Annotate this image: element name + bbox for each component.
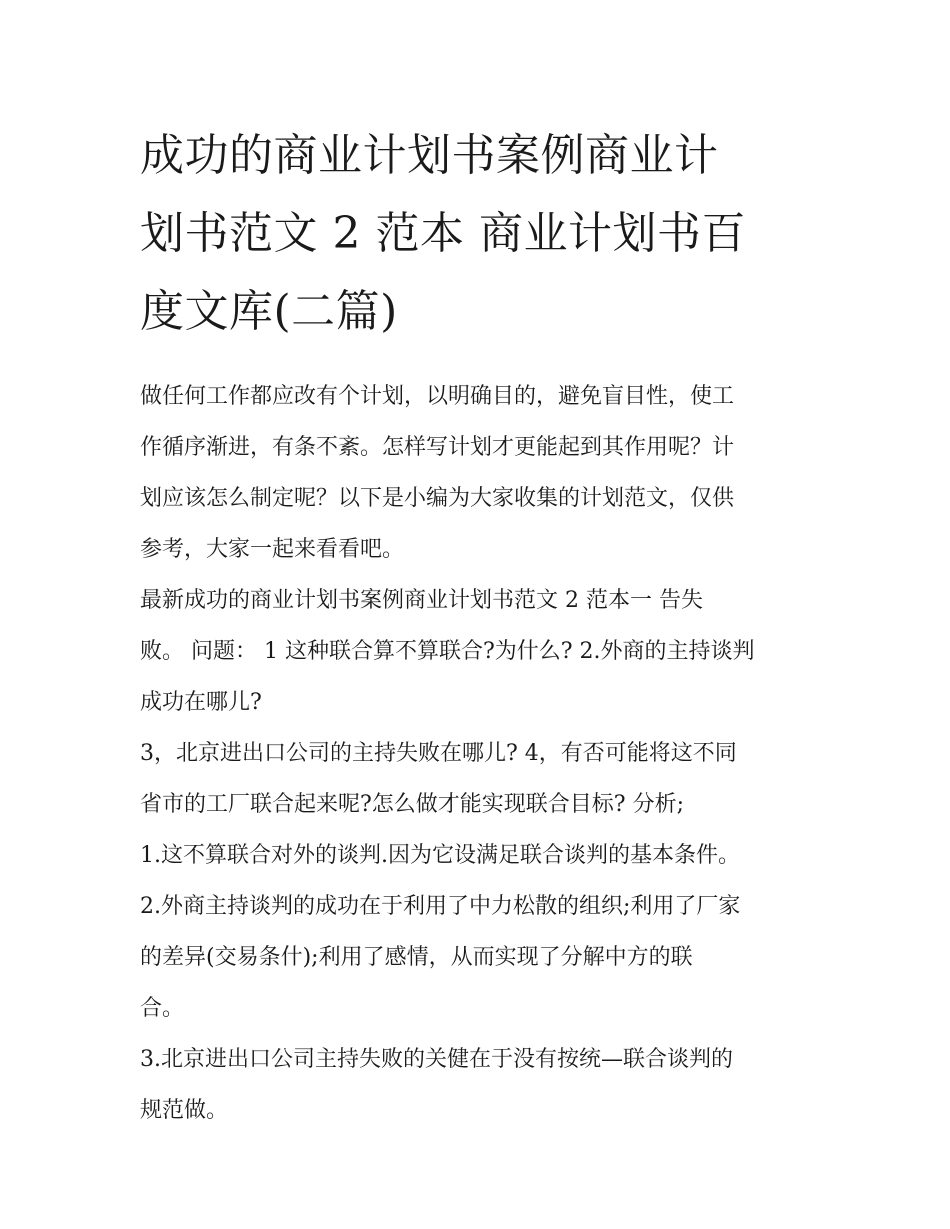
document-body bbox=[140, 371, 818, 1136]
paragraph-line: 3.北京进出口公司主持失败的关健在于没有按统—联合谈判的 bbox=[140, 1047, 733, 1072]
title-line-3: 度文库(二篇) bbox=[140, 286, 398, 337]
document-content bbox=[140, 117, 818, 1136]
paragraph-line: 3，北京进出口公司的主持失败在哪儿? 4，有否可能将这不同 bbox=[140, 741, 737, 766]
paragraph-intro bbox=[140, 371, 818, 575]
document-title bbox=[140, 117, 818, 351]
paragraph-questions-continued bbox=[140, 728, 818, 830]
paragraph-analysis-2 bbox=[140, 881, 818, 1034]
paragraph-line: 最新成功的商业计划书案例商业计划书范文 2 范本一 告失 bbox=[140, 588, 703, 613]
paragraph-analysis-3 bbox=[140, 1034, 818, 1136]
paragraph-line: 2.外商主持谈判的成功在于利用了中力松散的组织;利用了厂家 bbox=[140, 894, 741, 919]
paragraph-case-questions bbox=[140, 575, 818, 728]
paragraph-line: 成功在哪儿? bbox=[140, 690, 262, 715]
paragraph-line: 省市的工厂联合起来呢?怎么做才能实现联合目标? 分析; bbox=[140, 792, 684, 817]
paragraph-line: 败。 问题： 1 这种联合算不算联合?为什么? 2.外商的主持谈判 bbox=[140, 639, 755, 664]
paragraph-line: 规范做。 bbox=[140, 1098, 229, 1123]
paragraph-line: 合。 bbox=[140, 996, 185, 1021]
paragraph-line: 的差异(交易条什);利用了感情，从而实现了分解中方的联 bbox=[140, 945, 693, 970]
title-line-2: 划书范文 2 范本 商业计划书百 bbox=[140, 208, 746, 259]
paragraph-line: 做任何工作都应改有个计划，以明确目的，避免盲目性，使工 bbox=[140, 384, 735, 409]
paragraph-line: 参考，大家一起来看看吧。 bbox=[140, 537, 405, 562]
paragraph-analysis-1 bbox=[140, 830, 818, 881]
paragraph-line: 作循序渐进，有条不紊。怎样写计划才更能起到其作用呢？计 bbox=[140, 435, 735, 460]
paragraph-line: 1.这不算联合对外的谈判.因为它设满足联合谈判的基本条件。 bbox=[140, 843, 740, 868]
title-line-1: 成功的商业计划书案例商业计 bbox=[140, 130, 719, 181]
paragraph-line: 划应该怎么制定呢？以下是小编为大家收集的计划范文，仅供 bbox=[140, 486, 735, 511]
